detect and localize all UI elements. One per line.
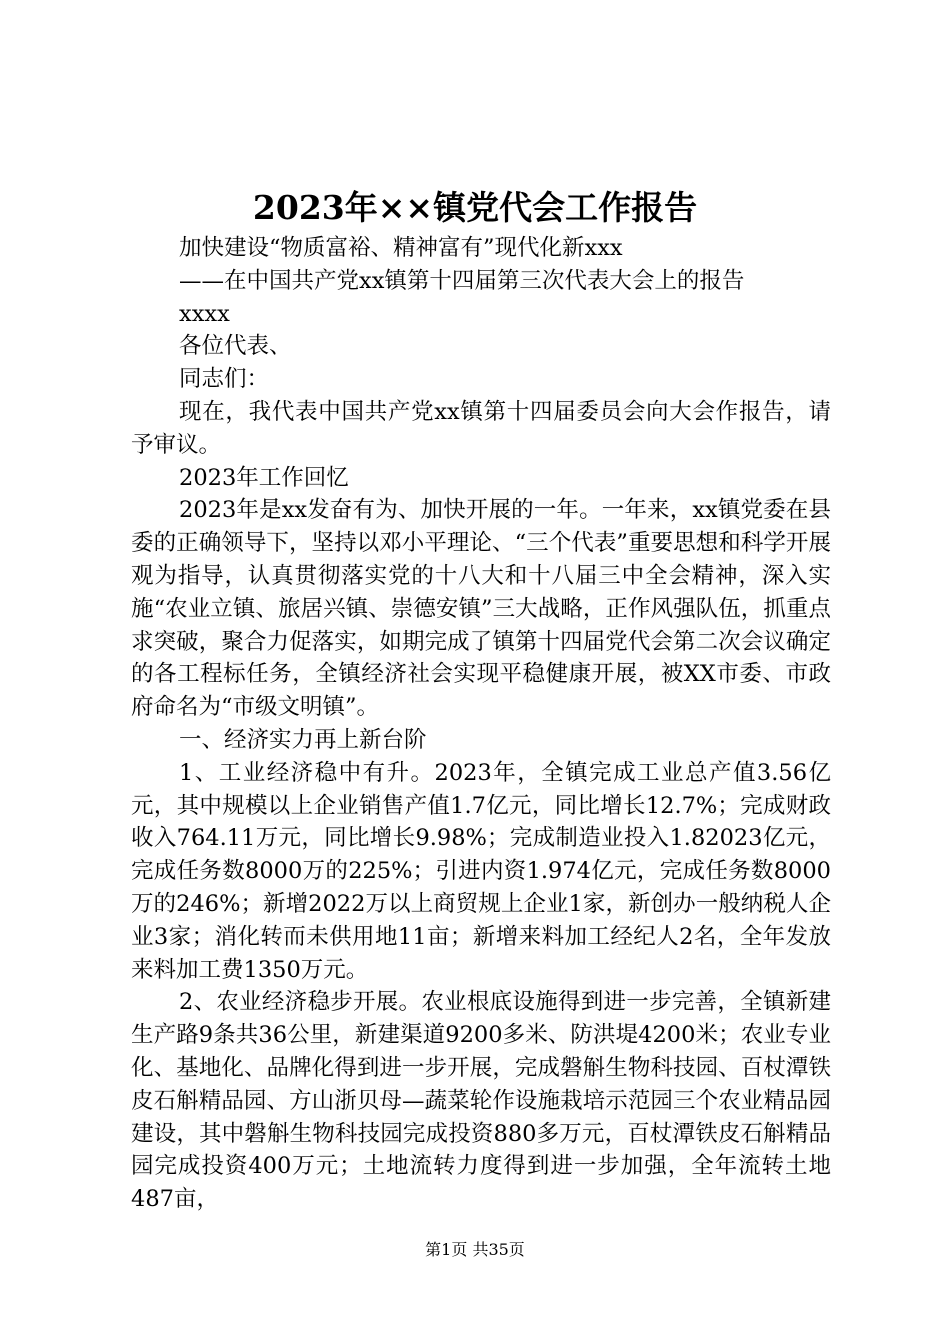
salutation-line-1: 各位代表、 bbox=[179, 333, 292, 360]
section-heading-economy: 一、经济实力再上新台阶 bbox=[179, 726, 427, 753]
section-heading-review: 2023年工作回忆 bbox=[179, 464, 349, 491]
author-line: xxxx bbox=[179, 300, 230, 327]
document-title: 2023年××镇党代会工作报告 bbox=[252, 188, 698, 227]
agriculture-paragraph: 2、农业经济稳步开展。农业根底设施得到进一步完善，全镇新建生产路9条共36公里，新建渠道9200多米、防洪堤4200米；农业专业化、基地化、品牌化得到进一步开展，完成磐斛生物科技园、百杖潭铁皮石斛精品园、方山浙贝母—蔬菜轮作设施栽培示范园三个农业精品园建设，其中磐斛生物科技园完成投资880多万元，百杖潭铁皮石斛精品园完成投资400万元；土地流转力度得到进一步加强，全年流转土地487亩， bbox=[131, 989, 831, 1213]
opening-paragraph: 现在，我代表中国共产党xx镇第十四届委员会向大会作报告，请予审议。 bbox=[131, 398, 831, 458]
subtitle-line: 加快建设“物质富裕、精神富有”现代化新xxx bbox=[179, 235, 623, 261]
subtitle-report-line: ——在中国共产党xx镇第十四届第三次代表大会上的报告 bbox=[179, 267, 745, 294]
industry-paragraph: 1、工业经济稳中有升。2023年，全镇完成工业总产值3.56亿元，其中规模以上企业销售产值1.7亿元，同比增长12.7%；完成财政收入764.11万元，同比增长9.98%；完成制造业投入1.82023亿元，完成任务数8000万的225%；引进内资1.974亿元，完成任务数8000万的246%；新增2022万以上商贸规上企业1家，新创办一般纳税人企业3家；消化转而未供用地11亩；新增来料加工经纪人2名，全年发放来料加工费1350万元。 bbox=[131, 759, 831, 983]
document-body bbox=[131, 232, 831, 1216]
page-footer: 第1页 共35页 bbox=[425, 1240, 525, 1259]
salutation-line-2: 同志们： bbox=[179, 366, 270, 393]
summary-paragraph: 2023年是xx发奋有为、加快开展的一年。一年来，xx镇党委在县委的正确领导下，坚持以邓小平理论、“三个代表”重要思想和科学开展观为指导，认真贯彻落实党的十八大和十八届三中全会精神，深入实施“农业立镇、旅居兴镇、崇德安镇”三大战略，正作风强队伍，抓重点求突破，聚合力促落实，如期完成了镇第十四届党代会第二次会议确定的各工程标任务，全镇经济社会实现平稳健康开展，被XX市委、市政府命名为“市级文明镇”。 bbox=[131, 497, 831, 721]
